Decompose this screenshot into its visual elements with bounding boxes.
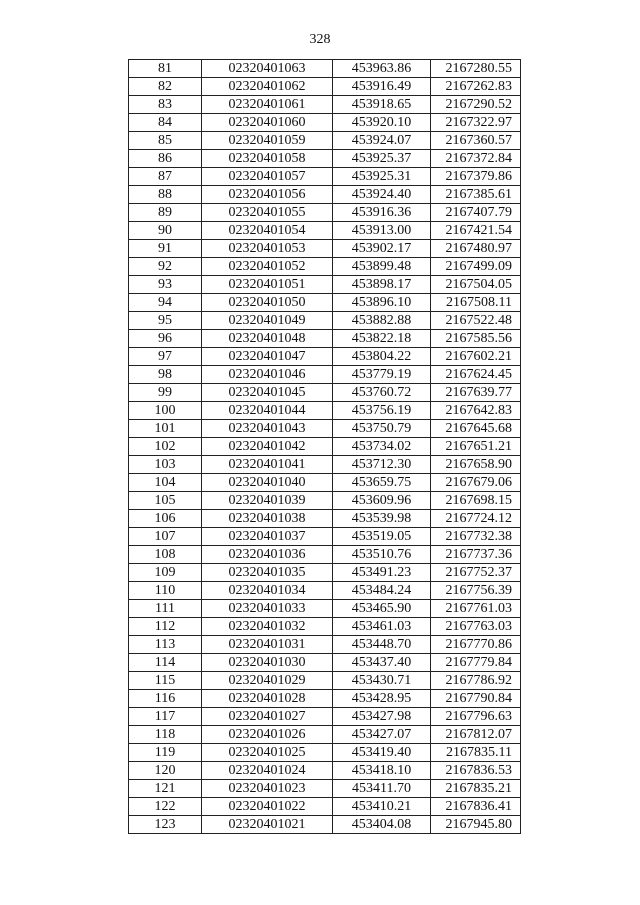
table-row [129,204,521,222]
table-row [129,780,521,798]
table-row [129,258,521,276]
parcel-code-cell: 02320401047 [202,348,333,366]
parcel-code-cell: 02320401039 [202,492,333,510]
parcel-code-cell: 02320401038 [202,510,333,528]
parcel-code-cell: 02320401026 [202,726,333,744]
table-row [129,78,521,96]
parcel-code-cell: 02320401033 [202,600,333,618]
x-coordinate-cell: 453411.70 [333,780,431,798]
x-coordinate-cell: 453419.40 [333,744,431,762]
y-coordinate-cell: 2167585.56 [431,330,521,348]
row-index-cell: 121 [129,780,202,798]
table-row [129,294,521,312]
table-row [129,582,521,600]
row-index-cell: 122 [129,798,202,816]
y-coordinate-cell: 2167407.79 [431,204,521,222]
x-coordinate-cell: 453491.23 [333,564,431,582]
row-index-cell: 115 [129,672,202,690]
table-row [129,222,521,240]
y-coordinate-cell: 2167624.45 [431,366,521,384]
table-body [129,60,521,834]
x-coordinate-cell: 453882.88 [333,312,431,330]
row-index-cell: 107 [129,528,202,546]
x-coordinate-cell: 453510.76 [333,546,431,564]
y-coordinate-cell: 2167385.61 [431,186,521,204]
table-row [129,798,521,816]
table-row [129,438,521,456]
row-index-cell: 120 [129,762,202,780]
row-index-cell: 117 [129,708,202,726]
y-coordinate-cell: 2167602.21 [431,348,521,366]
y-coordinate-cell: 2167379.86 [431,168,521,186]
y-coordinate-cell: 2167322.97 [431,114,521,132]
y-coordinate-cell: 2167360.57 [431,132,521,150]
x-coordinate-cell: 453920.10 [333,114,431,132]
x-coordinate-cell: 453427.98 [333,708,431,726]
parcel-code-cell: 02320401028 [202,690,333,708]
table-row [129,384,521,402]
row-index-cell: 99 [129,384,202,402]
table-row [129,312,521,330]
row-index-cell: 110 [129,582,202,600]
parcel-code-cell: 02320401022 [202,798,333,816]
row-index-cell: 95 [129,312,202,330]
parcel-code-cell: 02320401062 [202,78,333,96]
table-row [129,420,521,438]
y-coordinate-cell: 2167752.37 [431,564,521,582]
table-row [129,276,521,294]
table-row [129,474,521,492]
x-coordinate-cell: 453925.37 [333,150,431,168]
parcel-code-cell: 02320401054 [202,222,333,240]
y-coordinate-cell: 2167763.03 [431,618,521,636]
row-index-cell: 88 [129,186,202,204]
x-coordinate-cell: 453899.48 [333,258,431,276]
y-coordinate-cell: 2167658.90 [431,456,521,474]
parcel-code-cell: 02320401042 [202,438,333,456]
parcel-code-cell: 02320401056 [202,186,333,204]
table-row [129,816,521,834]
row-index-cell: 111 [129,600,202,618]
row-index-cell: 104 [129,474,202,492]
y-coordinate-cell: 2167480.97 [431,240,521,258]
y-coordinate-cell: 2167504.05 [431,276,521,294]
y-coordinate-cell: 2167786.92 [431,672,521,690]
row-index-cell: 123 [129,816,202,834]
parcel-code-cell: 02320401036 [202,546,333,564]
y-coordinate-cell: 2167790.84 [431,690,521,708]
y-coordinate-cell: 2167779.84 [431,654,521,672]
table-row [129,168,521,186]
x-coordinate-cell: 453734.02 [333,438,431,456]
table-row [129,348,521,366]
row-index-cell: 109 [129,564,202,582]
table-row [129,492,521,510]
parcel-code-cell: 02320401024 [202,762,333,780]
x-coordinate-cell: 453918.65 [333,96,431,114]
y-coordinate-cell: 2167835.11 [431,744,521,762]
x-coordinate-cell: 453410.21 [333,798,431,816]
table-row [129,690,521,708]
parcel-code-cell: 02320401029 [202,672,333,690]
row-index-cell: 87 [129,168,202,186]
parcel-code-cell: 02320401055 [202,204,333,222]
x-coordinate-cell: 453404.08 [333,816,431,834]
x-coordinate-cell: 453539.98 [333,510,431,528]
table-row [129,618,521,636]
x-coordinate-cell: 453519.05 [333,528,431,546]
x-coordinate-cell: 453712.30 [333,456,431,474]
parcel-code-cell: 02320401048 [202,330,333,348]
parcel-code-cell: 02320401060 [202,114,333,132]
x-coordinate-cell: 453427.07 [333,726,431,744]
x-coordinate-cell: 453898.17 [333,276,431,294]
parcel-code-cell: 02320401031 [202,636,333,654]
x-coordinate-cell: 453779.19 [333,366,431,384]
parcel-code-cell: 02320401046 [202,366,333,384]
x-coordinate-cell: 453428.95 [333,690,431,708]
row-index-cell: 114 [129,654,202,672]
x-coordinate-cell: 453484.24 [333,582,431,600]
x-coordinate-cell: 453916.49 [333,78,431,96]
table-row [129,564,521,582]
row-index-cell: 81 [129,60,202,78]
row-index-cell: 119 [129,744,202,762]
y-coordinate-cell: 2167372.84 [431,150,521,168]
y-coordinate-cell: 2167290.52 [431,96,521,114]
parcel-code-cell: 02320401059 [202,132,333,150]
x-coordinate-cell: 453448.70 [333,636,431,654]
parcel-code-cell: 02320401030 [202,654,333,672]
parcel-code-cell: 02320401032 [202,618,333,636]
row-index-cell: 118 [129,726,202,744]
parcel-code-cell: 02320401057 [202,168,333,186]
x-coordinate-cell: 453756.19 [333,402,431,420]
row-index-cell: 106 [129,510,202,528]
row-index-cell: 102 [129,438,202,456]
row-index-cell: 85 [129,132,202,150]
x-coordinate-cell: 453437.40 [333,654,431,672]
table-row [129,456,521,474]
parcel-code-cell: 02320401035 [202,564,333,582]
parcel-code-cell: 02320401061 [202,96,333,114]
y-coordinate-cell: 2167796.63 [431,708,521,726]
table-row [129,708,521,726]
table-row [129,510,521,528]
table-row [129,60,521,78]
y-coordinate-cell: 2167421.54 [431,222,521,240]
parcel-code-cell: 02320401023 [202,780,333,798]
y-coordinate-cell: 2167645.68 [431,420,521,438]
table-row [129,600,521,618]
row-index-cell: 91 [129,240,202,258]
y-coordinate-cell: 2167836.53 [431,762,521,780]
y-coordinate-cell: 2167835.21 [431,780,521,798]
row-index-cell: 92 [129,258,202,276]
row-index-cell: 105 [129,492,202,510]
parcel-code-cell: 02320401045 [202,384,333,402]
parcel-code-cell: 02320401027 [202,708,333,726]
x-coordinate-cell: 453804.22 [333,348,431,366]
x-coordinate-cell: 453430.71 [333,672,431,690]
row-index-cell: 86 [129,150,202,168]
row-index-cell: 94 [129,294,202,312]
x-coordinate-cell: 453750.79 [333,420,431,438]
y-coordinate-cell: 2167737.36 [431,546,521,564]
parcel-code-cell: 02320401051 [202,276,333,294]
table-row [129,96,521,114]
parcel-code-cell: 02320401050 [202,294,333,312]
page-number: 328 [309,32,331,47]
row-index-cell: 103 [129,456,202,474]
parcel-code-cell: 02320401034 [202,582,333,600]
table-row [129,744,521,762]
y-coordinate-cell: 2167280.55 [431,60,521,78]
coordinates-table [128,59,521,834]
table-row [129,528,521,546]
x-coordinate-cell: 453822.18 [333,330,431,348]
y-coordinate-cell: 2167756.39 [431,582,521,600]
table-row [129,186,521,204]
x-coordinate-cell: 453902.17 [333,240,431,258]
x-coordinate-cell: 453913.00 [333,222,431,240]
table-row [129,366,521,384]
y-coordinate-cell: 2167522.48 [431,312,521,330]
table-row [129,654,521,672]
table-row [129,150,521,168]
row-index-cell: 100 [129,402,202,420]
row-index-cell: 82 [129,78,202,96]
row-index-cell: 90 [129,222,202,240]
parcel-code-cell: 02320401044 [202,402,333,420]
x-coordinate-cell: 453925.31 [333,168,431,186]
y-coordinate-cell: 2167732.38 [431,528,521,546]
row-index-cell: 84 [129,114,202,132]
row-index-cell: 113 [129,636,202,654]
row-index-cell: 83 [129,96,202,114]
y-coordinate-cell: 2167724.12 [431,510,521,528]
parcel-code-cell: 02320401021 [202,816,333,834]
parcel-code-cell: 02320401058 [202,150,333,168]
row-index-cell: 98 [129,366,202,384]
parcel-code-cell: 02320401049 [202,312,333,330]
table-row [129,762,521,780]
row-index-cell: 108 [129,546,202,564]
x-coordinate-cell: 453609.96 [333,492,431,510]
y-coordinate-cell: 2167262.83 [431,78,521,96]
y-coordinate-cell: 2167642.83 [431,402,521,420]
y-coordinate-cell: 2167945.80 [431,816,521,834]
table-row [129,240,521,258]
row-index-cell: 97 [129,348,202,366]
parcel-code-cell: 02320401025 [202,744,333,762]
parcel-code-cell: 02320401053 [202,240,333,258]
y-coordinate-cell: 2167836.41 [431,798,521,816]
y-coordinate-cell: 2167812.07 [431,726,521,744]
table-row [129,132,521,150]
x-coordinate-cell: 453461.03 [333,618,431,636]
y-coordinate-cell: 2167679.06 [431,474,521,492]
table-row [129,546,521,564]
table-row [129,114,521,132]
row-index-cell: 112 [129,618,202,636]
x-coordinate-cell: 453760.72 [333,384,431,402]
x-coordinate-cell: 453896.10 [333,294,431,312]
parcel-code-cell: 02320401040 [202,474,333,492]
y-coordinate-cell: 2167761.03 [431,600,521,618]
x-coordinate-cell: 453418.10 [333,762,431,780]
parcel-code-cell: 02320401043 [202,420,333,438]
row-index-cell: 93 [129,276,202,294]
table-row [129,726,521,744]
x-coordinate-cell: 453916.36 [333,204,431,222]
table-row [129,636,521,654]
x-coordinate-cell: 453465.90 [333,600,431,618]
table-row [129,402,521,420]
x-coordinate-cell: 453659.75 [333,474,431,492]
y-coordinate-cell: 2167651.21 [431,438,521,456]
parcel-code-cell: 02320401037 [202,528,333,546]
row-index-cell: 96 [129,330,202,348]
parcel-code-cell: 02320401063 [202,60,333,78]
row-index-cell: 116 [129,690,202,708]
x-coordinate-cell: 453924.07 [333,132,431,150]
y-coordinate-cell: 2167639.77 [431,384,521,402]
table-row [129,330,521,348]
y-coordinate-cell: 2167499.09 [431,258,521,276]
y-coordinate-cell: 2167770.86 [431,636,521,654]
y-coordinate-cell: 2167508.11 [431,294,521,312]
parcel-code-cell: 02320401052 [202,258,333,276]
y-coordinate-cell: 2167698.15 [431,492,521,510]
table-row [129,672,521,690]
row-index-cell: 101 [129,420,202,438]
x-coordinate-cell: 453924.40 [333,186,431,204]
x-coordinate-cell: 453963.86 [333,60,431,78]
parcel-code-cell: 02320401041 [202,456,333,474]
row-index-cell: 89 [129,204,202,222]
